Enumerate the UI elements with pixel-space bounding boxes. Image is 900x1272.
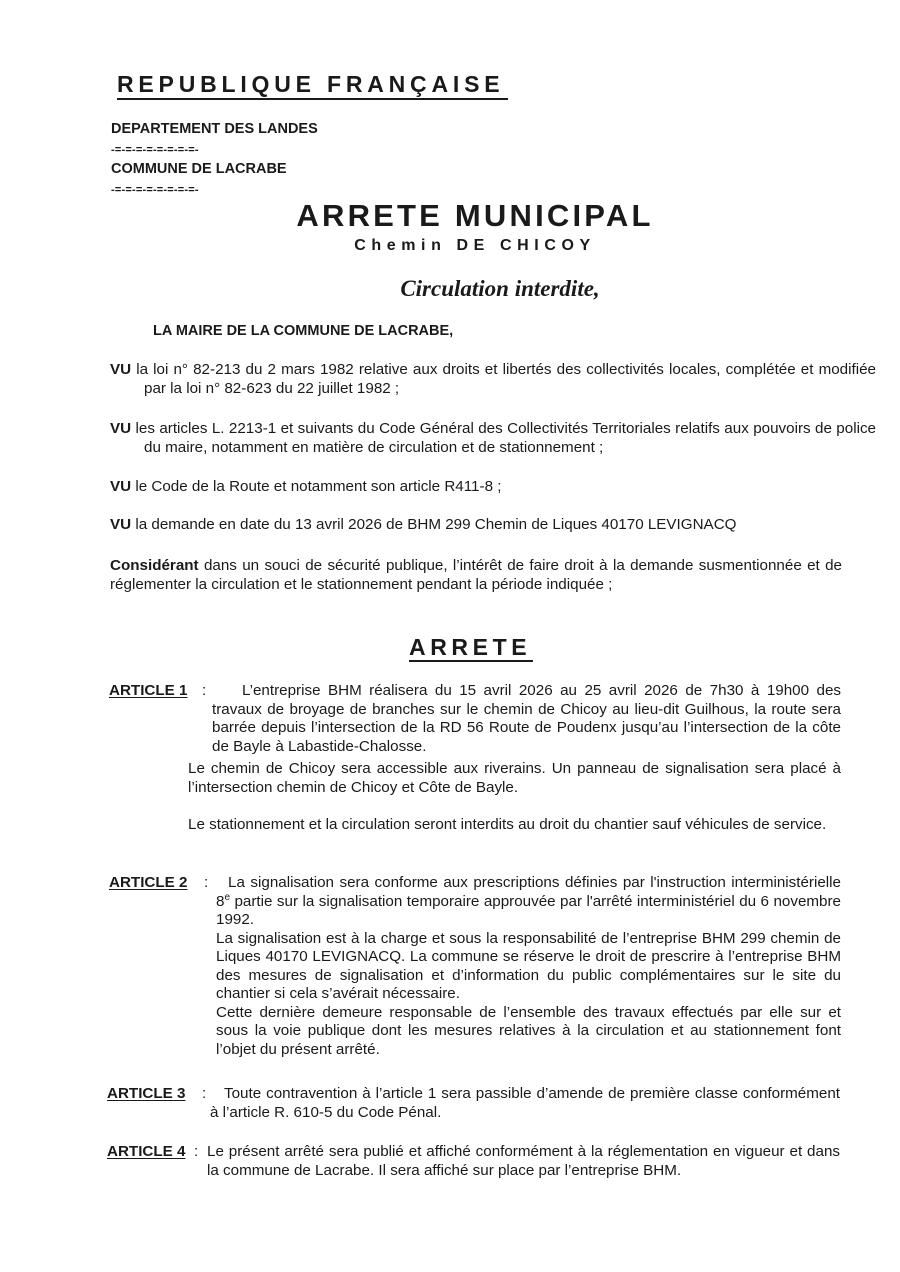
article-4-colon: : bbox=[194, 1143, 199, 1160]
considerant-text: dans un souci de sécurité publique, l’intérêt de faire droit à la demande susmentionnée et de réglementer la circulation et le stationnement pendant la période indiquée ; bbox=[110, 557, 842, 593]
article-4-text bbox=[207, 1143, 840, 1180]
article-1-paragraph: Le stationnement et la circulation seront interdits au droit du chantier sauf véhicules de service. bbox=[188, 815, 827, 833]
article-3-paragraph: Toute contravention à l’article 1 sera passible d’amende de première classe conformément à l’article R. 610-5 du Code Pénal. bbox=[210, 1085, 840, 1121]
article-1-paragraph: Le chemin de Chicoy sera accessible aux riverains. Un panneau de signalisation sera placé à l’intersection chemin de Chicoy et Côte de Bayle. bbox=[188, 760, 841, 796]
article-2-paragraph: Cette dernière demeure responsable de l’ensemble des travaux effectués par elle sur et sous la voie publique dont les mesures relatives à la circulation et au stationnement font l’objet du présent arrêté. bbox=[216, 1003, 841, 1058]
article-1-text bbox=[188, 760, 841, 834]
vu-text: la demande en date du 13 avril 2026 de BHM 299 Chemin de Liques 40170 LEVIGNACQ bbox=[135, 516, 737, 533]
separator-line: -=-=-=-=-=-=-=-=- bbox=[111, 184, 199, 196]
vu-paragraph bbox=[110, 478, 876, 497]
separator-line: -=-=-=-=-=-=-=-=- bbox=[111, 144, 199, 156]
maire-line: LA MAIRE DE LA COMMUNE DE LACRABE, bbox=[153, 323, 454, 339]
article-3-colon: : bbox=[202, 1085, 207, 1102]
article-3-text bbox=[210, 1085, 840, 1122]
considerant-label: Considérant bbox=[110, 557, 199, 574]
article-1-paragraph: L’entreprise BHM réalisera du 15 avril 2026 au 25 avril 2026 de 7h30 à 19h00 des travaux de broyage de branches sur le chemin de Chicoy au lieu-dit Guilhous, la route sera barrée depuis l’intersection de la RD 56 Route de Poudenx jusqu’au l’intersection de la côte de Bayle à Labastide-Chalosse. bbox=[212, 682, 841, 755]
article-1-text bbox=[212, 682, 841, 756]
vu-label: VU bbox=[110, 516, 132, 533]
article-1-colon: : bbox=[202, 682, 207, 699]
article-1-label: ARTICLE 1 bbox=[109, 682, 188, 699]
article-2-text bbox=[216, 874, 841, 1059]
vu-paragraph bbox=[110, 361, 876, 398]
document-title: ARRETE MUNICIPAL bbox=[296, 198, 654, 233]
article-4-label: ARTICLE 4 bbox=[107, 1143, 186, 1160]
vu-label: VU bbox=[110, 420, 132, 437]
considerant-paragraph bbox=[110, 557, 842, 594]
vu-paragraph bbox=[110, 420, 876, 457]
vu-paragraph bbox=[110, 516, 876, 535]
vu-text: le Code de la Route et notamment son article R411-8 ; bbox=[135, 478, 502, 495]
vu-text: la loi n° 82-213 du 2 mars 1982 relative aux droits et libertés des collectivités locales, complétée et modifiée par la loi n° 82-623 du 22 juillet 1982 ; bbox=[136, 361, 876, 397]
article-2-paragraph: La signalisation sera conforme aux prescriptions définies par l'instruction interministérielle 8e partie sur la signalisation temporaire approuvée par l'arrêté interministériel du 6 novembre 1992. bbox=[216, 874, 841, 928]
article-2-paragraph: La signalisation est à la charge et sous la responsabilité de l’entreprise BHM 299 chemin de Liques 40170 LEVIGNACQ. La commune se réserve le droit de prescrire à l’entreprise BHM des mesures de signalisation et d’information du public complémentaires sur le site du chantier si cela s’avérait nécessaire. bbox=[216, 929, 841, 1002]
republique-heading: REPUBLIQUE FRANÇAISE bbox=[117, 70, 508, 100]
article-2-label: ARTICLE 2 bbox=[109, 874, 188, 891]
commune-label: COMMUNE DE LACRABE bbox=[111, 161, 287, 177]
arrete-heading: ARRETE bbox=[409, 634, 532, 660]
departement-label: DEPARTEMENT DES LANDES bbox=[111, 121, 318, 137]
vu-label: VU bbox=[110, 361, 132, 378]
article-3-label: ARTICLE 3 bbox=[107, 1085, 186, 1102]
vu-label: VU bbox=[110, 478, 132, 495]
article-4-paragraph: Le présent arrêté sera publié et affiché conformément à la réglementation en vigueur et dans la commune de Lacrabe. Il sera affiché sur place par l’entreprise BHM. bbox=[207, 1143, 840, 1179]
document-object: Circulation interdite, bbox=[400, 276, 600, 301]
vu-text: les articles L. 2213-1 et suivants du Code Général des Collectivités Territoriales relatifs aux pouvoirs de police du maire, notamment en matière de circulation et de stationnement ; bbox=[135, 420, 876, 456]
document-subtitle: Chemin DE CHICOY bbox=[354, 237, 596, 254]
article-2-colon: : bbox=[204, 874, 209, 891]
